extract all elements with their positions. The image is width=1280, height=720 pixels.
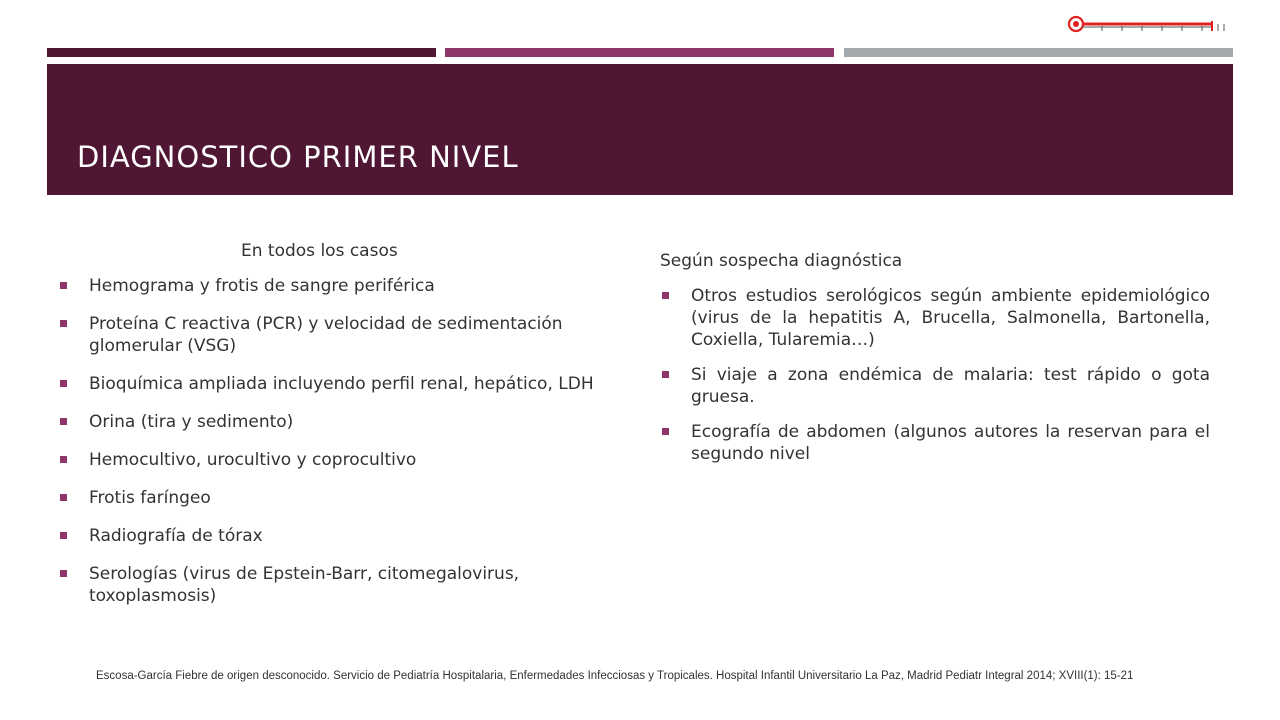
square-bullet-icon <box>60 494 67 501</box>
square-bullet-icon <box>60 570 67 577</box>
right-column <box>660 250 1210 478</box>
list-item-text: Otros estudios serológicos según ambiente epidemiológico (virus de la hepatitis A, Brucella, Salmonella, Bartonella, Coxiella, Tularemia…) <box>691 286 1210 350</box>
list-item <box>58 449 610 471</box>
list-item-text: Orina (tira y sedimento) <box>89 412 294 432</box>
square-bullet-icon <box>662 428 669 435</box>
title-band <box>47 64 1233 195</box>
list-item-text: Hemocultivo, urocultivo y coprocultivo <box>89 450 417 470</box>
thermometer-logo-icon <box>1066 12 1226 36</box>
square-bullet-icon <box>60 418 67 425</box>
list-item <box>58 275 610 297</box>
square-bullet-icon <box>60 320 67 327</box>
accent-bar-dark <box>47 48 436 57</box>
list-item-text: Ecografía de abdomen (algunos autores la reservan para el segundo nivel <box>691 422 1210 464</box>
list-item <box>58 563 610 607</box>
accent-bar-magenta <box>445 48 834 57</box>
list-item <box>660 285 1210 351</box>
list-item-text: Si viaje a zona endémica de malaria: test rápido o gota gruesa. <box>691 365 1210 407</box>
square-bullet-icon <box>60 380 67 387</box>
list-item <box>58 373 610 395</box>
square-bullet-icon <box>662 292 669 299</box>
list-item-text: Frotis faríngeo <box>89 488 211 508</box>
left-column <box>58 240 610 623</box>
list-item <box>58 525 610 547</box>
accent-bar-gray <box>844 48 1233 57</box>
list-item-text: Hemograma y frotis de sangre periférica <box>89 276 435 296</box>
square-bullet-icon <box>60 532 67 539</box>
list-item <box>58 487 610 509</box>
list-item <box>58 411 610 433</box>
slide-title: DIAGNOSTICO PRIMER NIVEL <box>77 140 519 174</box>
list-item-text: Bioquímica ampliada incluyendo perfil renal, hepático, LDH <box>89 374 594 394</box>
list-item-text: Serologías (virus de Epstein-Barr, citomegalovirus, toxoplasmosis) <box>89 564 520 606</box>
citation-footer: Escosa-García Fiebre de origen desconocido. Servicio de Pediatría Hospitalaria, Enfermedades Infecciosas y Tropicales. Hospital Infantil Universitario La Paz, Madrid Pediatr Integral 2014; XVIII(1): 15-21 <box>96 670 1134 682</box>
square-bullet-icon <box>60 282 67 289</box>
right-column-heading: Según sospecha diagnóstica <box>660 251 903 271</box>
square-bullet-icon <box>60 456 67 463</box>
list-item-text: Proteína C reactiva (PCR) y velocidad de sedimentación glomerular (VSG) <box>89 314 563 356</box>
list-item <box>660 364 1210 408</box>
left-bullet-list <box>58 275 610 607</box>
right-bullet-list <box>660 285 1210 465</box>
list-item-text: Radiografía de tórax <box>89 526 263 546</box>
left-column-heading: En todos los casos <box>241 241 398 261</box>
square-bullet-icon <box>662 371 669 378</box>
list-item <box>58 313 610 357</box>
list-item <box>660 421 1210 465</box>
